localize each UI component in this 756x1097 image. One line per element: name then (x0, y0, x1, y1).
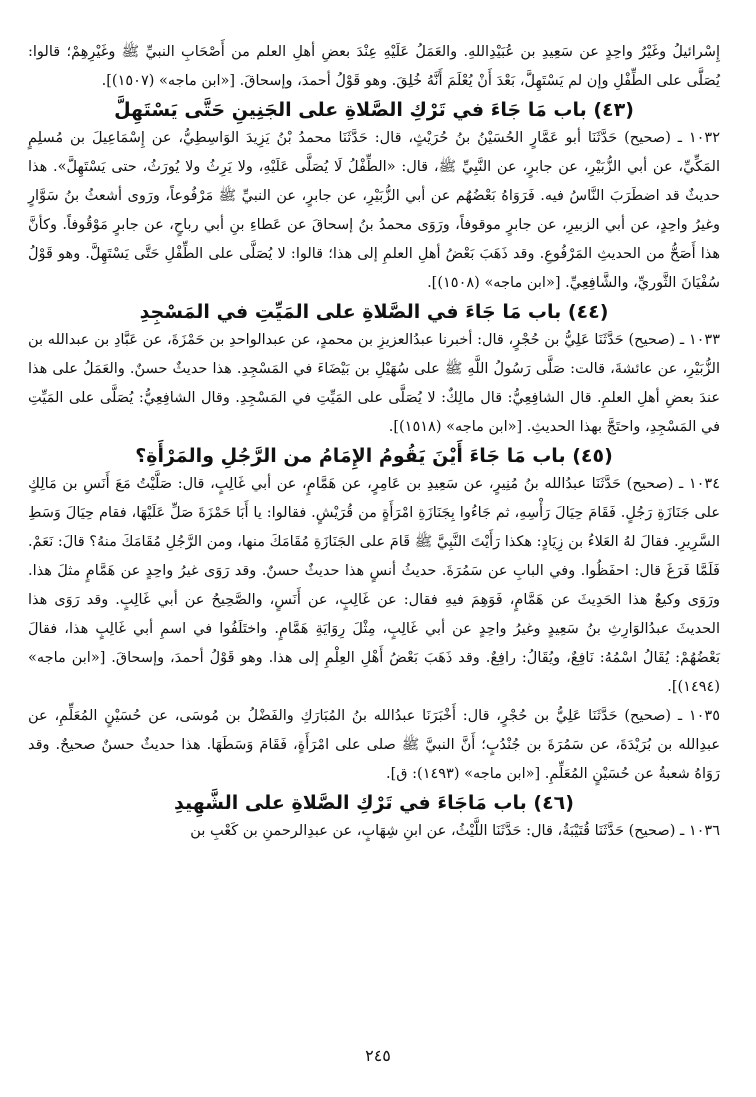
chapter-heading-43: (٤٣) باب مَا جَاءَ في تَرْكِ الصَّلاةِ على الجَنِينِ حَتَّى يَسْتَهِلَّ (114, 99, 634, 121)
chapter-heading-44: (٤٤) باب مَا جَاءَ في الصَّلاةِ على المَيِّتِ في المَسْجِدِ (139, 301, 609, 323)
hadith-1032: ١٠٣٢ ـ (صحيح) حَدَّثَنَا أبو عَمَّارٍ الحُسَيْنُ بنُ حُرَيْثٍ، قال: حَدَّثَنَا محمدُ بْنُ يَزِيدَ الوَاسِطِيُّ، عن إِسْمَاعِيلَ بن مُسلِمٍ المَكِّيِّ، عن أبي الزُّبَيْرِ، عن جابرٍ، عن النَّبِيِّ ﷺ، قال: «الطِّفْلُ لَا يُصَلَّى عَلَيْهِ، ولا يَرِثُ ولا يُورَثُ، حتى يَسْتَهِلَّ». هذا حديثٌ قد اضطَرَبَ النَّاسُ فيه. فَرَوَاهُ بَعْضُهُم عن أبي الزُّبَيْرِ، عن جابرٍ، عن النبيِّ ﷺ مَرْفُوعاً، ورَوى أشعثُ بنُ سَوَّارٍ وغيرُ واحِدٍ، عن أبي الزبيرِ، عن جابرٍ موقوفاً، ورَوَى محمدُ بنُ إسحاقَ عن عَطاءِ بنِ أبي رباحٍ، عن جابرٍ مَوْقُوفاً. وكأنَّ هذا أَصَحُّ من الحديثِ المَرْفُوعِ. وقد ذَهَبَ بَعْضُ أهلِ العلمِ إلى هذا؛ قالوا: لا يُصَلَّى على الطِّفْلِ حَتَّى يَسْتَهِلَّ. وهو قَوْلُ سُفْيَانَ الثَّوريِّ، والشَّافِعِيِّ. [«ابن ماجه» (١٥٠٨)]. (28, 130, 720, 291)
chapter-heading-46: (٤٦) باب مَاجَاءَ في تَرْكِ الصَّلاةِ على الشَّهِيدِ (174, 792, 574, 814)
hadith-1036: ١٠٣٦ ـ (صحيح) حَدَّثَنَا قُتَيْبَةُ، قال: حَدَّثَنَا اللَّيْثُ، عن ابنِ شِهَابٍ، عن عبدِالرحمنِ بن كَعْبِ بن (190, 823, 720, 839)
page-body (28, 38, 720, 846)
paragraph-continuation: إِسْرائيلُ وغَيْرُ واحِدٍ عن سَعِيدِ بن عُبَيْدِاللهِ. والعَمَلُ عَلَيْهِ عِنْدَ بعضِ أهلِ العلم من أَصْحَابِ النبيِّ ﷺ وغَيْرِهِمْ؛ قالوا: يُصَلَّى على الطِّفْلِ وإن لم يَسْتَهِلَّ، بَعْدَ أَنْ يُعْلَمَ أَنَّهُ خُلِقَ. وهو قَوْلُ أحمدَ، وإسحاقَ. [«ابن ماجه» (١٥٠٧)]. (28, 44, 720, 89)
hadith-1033: ١٠٣٣ ـ (صحيح) حَدَّثَنَا عَلِيُّ بن حُجْرٍ، قال: أخبرنا عبدُالعزيزِ بن محمدٍ، عن عبدالواحدِ بن حَمْزَةَ، عن عَبَّادِ بن عبدالله بن الزُّبَيْرِ، عن عائشةَ، قالت: صَلَّى رَسُولُ اللَّهِ ﷺ على سُهَيْلِ بن بَيْضَاءَ في المَسْجِدِ. هذا حديثٌ حسنٌ. والعَمَلُ على هذا عندَ بعضِ أهلِ العلمِ. قال الشافِعِيُّ: قال مالِكٌ: لا يُصَلَّى على المَيِّتِ في المَسْجِدِ. وقال الشافِعِيُّ: يُصَلَّى على المَيِّتِ في المَسْجِدِ، واحتَجَّ بهذا الحديثِ. [«ابن ماجه» (١٥١٨)]. (28, 332, 720, 435)
chapter-heading-45: (٤٥) باب مَا جَاءَ أَيْنَ يَقُومُ الإِمَامُ من الرَّجُلِ والمَرْأَةِ؟ (135, 445, 613, 467)
hadith-1035: ١٠٣٥ ـ (صحيح) حَدَّثَنَا عَلِيُّ بن حُجْرٍ، قال: أَخْبَرَنَا عبدُالله بنُ المُبَارَكِ والفَضْلُ بن مُوسَى، عن حُسَيْنٍ المُعَلِّمِ، عن عبدِالله بن بُرَيْدَةَ، عن سَمُرَةَ بن جُنْدُبٍ؛ أَنَّ النبيَّ ﷺ صلى على امْرَأَةٍ، فَقَامَ وَسَطَهَا. هذا حديثٌ حسنٌ صحيحٌ. وقد رَوَاهُ شعبةُ عن حُسَيْنٍ المُعَلِّمِ. [«ابن ماجه» (١٤٩٣): ق]. (28, 708, 720, 782)
hadith-1034: ١٠٣٤ ـ (صحيح) حَدَّثَنَا عبدُالله بنُ مُنِيرٍ، عن سَعِيدِ بن عَامِرٍ، عن هَمَّامٍ، عن أبي غَالِبٍ، قال: صَلَّيْتُ مَعَ أَنَسِ بن مَالِكٍ على جَنَازَةِ رَجُلٍ. فَقَامَ حِيَالَ رَأْسِهِ، ثم جَاءُوا بِجَنَازَةِ امْرَأَةٍ من قُرَيْشٍ. فقالوا: يا أَبَا حَمْزَةَ صَلِّ عَلَيْهَا، فقام حِيَالَ وَسَطِ السَّرِيرِ. فقالَ لهُ العَلاءُ بن زِيَادٍ: هكذا رَأَيْتَ النَّبِيَّ ﷺ قَامَ على الجَنَازَةِ مُقَامَكَ منها، ومن الرَّجُلِ مُقَامَكَ منهُ؟ قالَ: نَعَمْ. فَلَمَّا فَرَغَ قال: احفَظُوا. وفي البابِ عن سَمُرَةَ. حديثُ أنسٍ هذا حديثٌ حسنٌ. وقد رَوَى غيرُ واحِدٍ عن هَمَّامٍ مثلَ هذا. ورَوَى وكيعٌ هذا الحَدِيثَ عن هَمَّامٍ، فَوَهِمَ فيهِ فقال: عن غَالِبٍ، عن أَنَسٍ، والصَّحِيحُ عن أبي غَالِبٍ. وقد رَوَى هذا الحديثَ عبدُالوَارِثِ بنُ سَعِيدٍ وغيرُ واحِدٍ عن أبي غَالِبٍ، مِثْلَ رِوَايَةِ هَمَّامٍ. واختَلَفُوا في اسمِ أبي غَالِبٍ هذا، فقالَ بَعْضُهُمْ: يُقَالُ اسْمُهُ: نَافِعٌ، ويُقَالُ: رافِعٌ. وقد ذَهَبَ بَعْضُ أَهْلِ العِلْمِ إلى هذا. وهو قَوْلُ أحمدَ، وإسحاقَ. [«ابن ماجه» (١٤٩٤)]. (28, 476, 720, 695)
page-number: ٢٤٥ (365, 1046, 391, 1065)
